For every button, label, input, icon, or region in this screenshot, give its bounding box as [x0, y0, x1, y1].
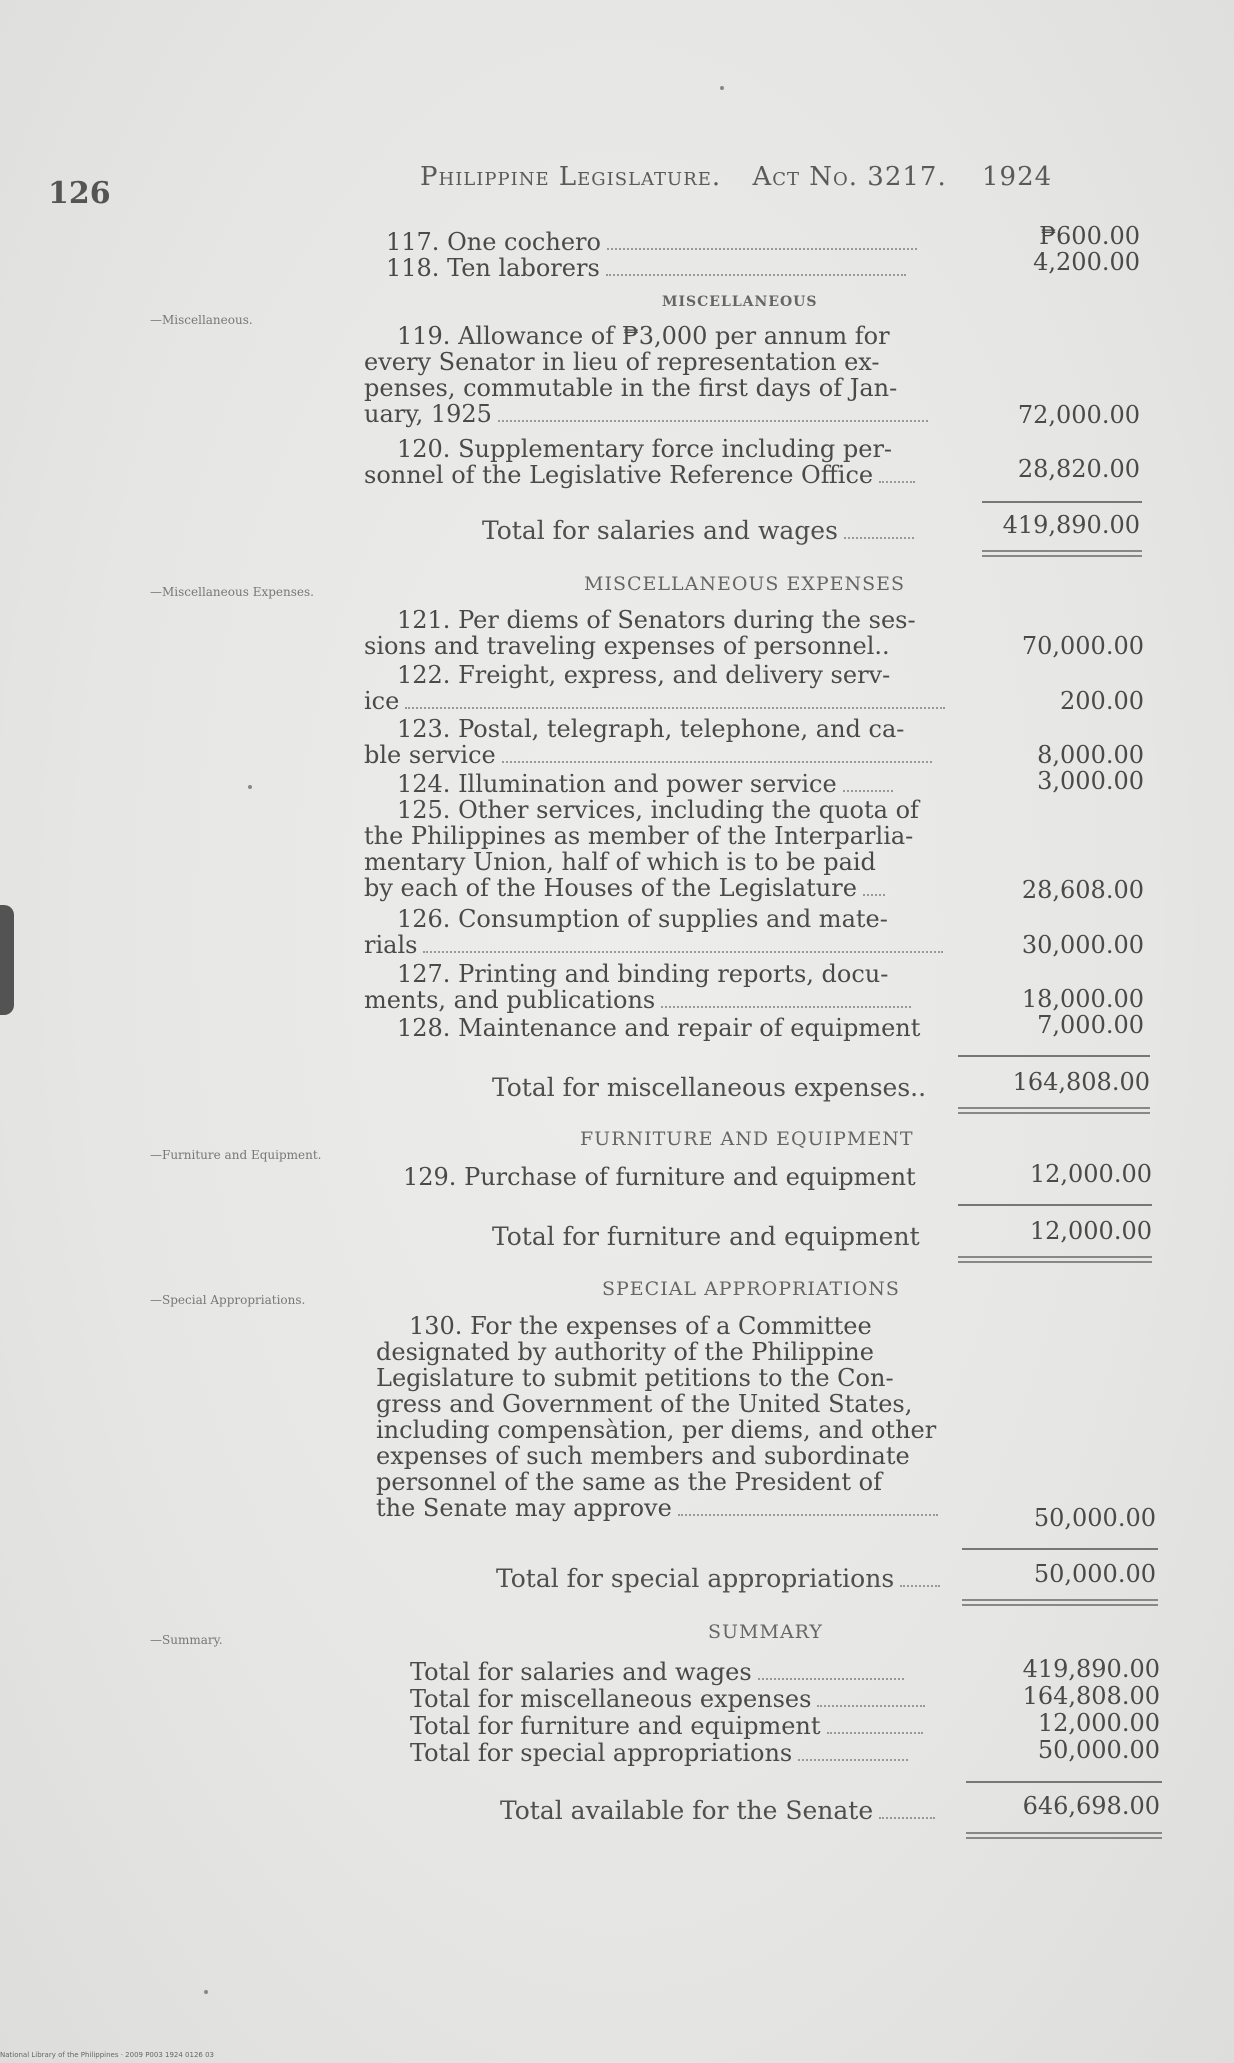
total-senate-amount: 646,698.00 [1022, 1792, 1160, 1820]
heading-summary: SUMMARY [708, 1621, 823, 1643]
item-123: 123. Postal, telegraph, telephone, and ca- ble service [364, 716, 959, 768]
sum-rule [958, 1204, 1152, 1206]
item-125-amount: 28,608.00 [1021, 876, 1144, 904]
item-129: 129. Purchase of furniture and equipment [403, 1163, 916, 1191]
total-special: Total for special appropriations [496, 1564, 940, 1593]
paper-speck [204, 1990, 208, 1994]
total-special-amount: 50,000.00 [1033, 1560, 1156, 1588]
total-misc-amount: 164,808.00 [1012, 1068, 1150, 1096]
heading-miscellaneous: MISCELLANEOUS [662, 294, 818, 310]
summary-row: Total for special appropriations [410, 1740, 908, 1766]
item-126-amount: 30,000.00 [1021, 931, 1144, 959]
item-126: 126. Consumption of supplies and mate- rials [364, 906, 964, 958]
item-128-amount: 7,000.00 [1037, 1011, 1144, 1039]
double-rule [958, 1107, 1150, 1114]
margin-note-furniture: —Furniture and Equipment. [150, 1148, 322, 1162]
item-118-text: 118. Ten laborers [386, 254, 600, 282]
heading-special: SPECIAL APPROPRIATIONS [602, 1278, 900, 1300]
heading-misc-expenses: MISCELLANEOUS EXPENSES [584, 573, 906, 595]
item-117 [386, 229, 917, 255]
total-misc: Total for miscellaneous expenses.. [492, 1073, 927, 1102]
item-122-amount: 200.00 [1060, 687, 1144, 715]
item-119-amount: 72,000.00 [1017, 401, 1140, 429]
summary-amount: 419,890.00 [1022, 1655, 1160, 1683]
total-salaries: Total for salaries and wages [482, 516, 914, 545]
item-128: 128. Maintenance and repair of equipment [397, 1014, 921, 1042]
header-act: Act No. 3217. [752, 162, 947, 192]
item-124-amount: 3,000.00 [1037, 767, 1144, 795]
header-year: 1924 [982, 162, 1053, 192]
item-118 [386, 255, 906, 281]
double-rule [962, 1599, 1158, 1606]
item-125: 125. Other services, including the quota of the Philippines as member of the Interparlia- mentary Union, half of which is to be paid by each of the Houses of the Legislature [364, 796, 919, 902]
summary-amount: 50,000.00 [1037, 1736, 1160, 1764]
paper-speck [248, 785, 252, 789]
total-salaries-amount: 419,890.00 [1002, 511, 1140, 539]
item-121: 121. Per diems of Senators during the ses- sions and traveling expenses of personnel.. [364, 606, 916, 660]
item-120-amount: 28,820.00 [1017, 455, 1140, 483]
item-130-amount: 50,000.00 [1033, 1504, 1156, 1532]
total-furniture: Total for furniture and equipment [492, 1222, 920, 1251]
total-furniture-amount: 12,000.00 [1029, 1217, 1152, 1245]
summary-row: Total for miscellaneous expenses [410, 1686, 925, 1712]
item-127: 127. Printing and binding reports, docu- ments, and publications [364, 961, 964, 1013]
item-130: 130. For the expenses of a Committee designated by authority of the Philippine Legislature to submit petitions to the Con- gress and Government of the United States, including compensàtion, per diems, and other expenses of such members and subordinate personnel of the same as the President of the Senate may approve [376, 1312, 937, 1522]
double-rule [958, 1256, 1152, 1263]
paper-speck [720, 86, 724, 90]
sum-rule [982, 501, 1142, 503]
header-title: Philippine Legislature. [420, 162, 722, 192]
item-119: 119. Allowance of ₱3,000 per annum for every Senator in lieu of representation ex- penses, commutable in the first days of Jan- uary, 1925 [364, 323, 954, 427]
margin-note-misc-expenses: —Miscellaneous Expenses. [150, 585, 314, 599]
summary-row: Total for salaries and wages [410, 1659, 904, 1685]
total-senate: Total available for the Senate [500, 1796, 935, 1825]
margin-note-summary: —Summary. [150, 1633, 223, 1647]
sum-rule [966, 1781, 1162, 1783]
sum-rule [958, 1055, 1150, 1057]
item-117-text: 117. One cochero [386, 228, 601, 256]
summary-row: Total for furniture and equipment [410, 1713, 923, 1739]
scan-footer: National Library of the Philippines · 2009 P003 1924 0126 03 [0, 2051, 215, 2059]
double-rule [982, 550, 1142, 557]
summary-amount: 12,000.00 [1037, 1709, 1160, 1737]
heading-furniture: FURNITURE AND EQUIPMENT [580, 1128, 914, 1150]
item-118-amount: 4,200.00 [1033, 248, 1140, 276]
item-129-amount: 12,000.00 [1029, 1160, 1152, 1188]
page-number: 126 [48, 176, 111, 211]
item-121-amount: 70,000.00 [1021, 632, 1144, 660]
item-123-amount: 8,000.00 [1037, 741, 1144, 769]
summary-amount: 164,808.00 [1022, 1682, 1160, 1710]
binding-edge-shadow [0, 905, 14, 1015]
item-117-amount: ₱600.00 [1039, 222, 1140, 250]
item-122: 122. Freight, express, and delivery serv- ice [364, 662, 959, 714]
running-header [420, 162, 1052, 192]
item-124: 124. Illumination and power service [364, 771, 959, 797]
sum-rule [962, 1548, 1158, 1550]
item-120: 120. Supplementary force including per- sonnel of the Legislative Reference Office [364, 436, 954, 488]
margin-note-miscellaneous: —Miscellaneous. [150, 313, 253, 327]
double-rule [966, 1832, 1162, 1839]
item-127-amount: 18,000.00 [1021, 985, 1144, 1013]
margin-note-special: —Special Appropriations. [150, 1293, 306, 1307]
